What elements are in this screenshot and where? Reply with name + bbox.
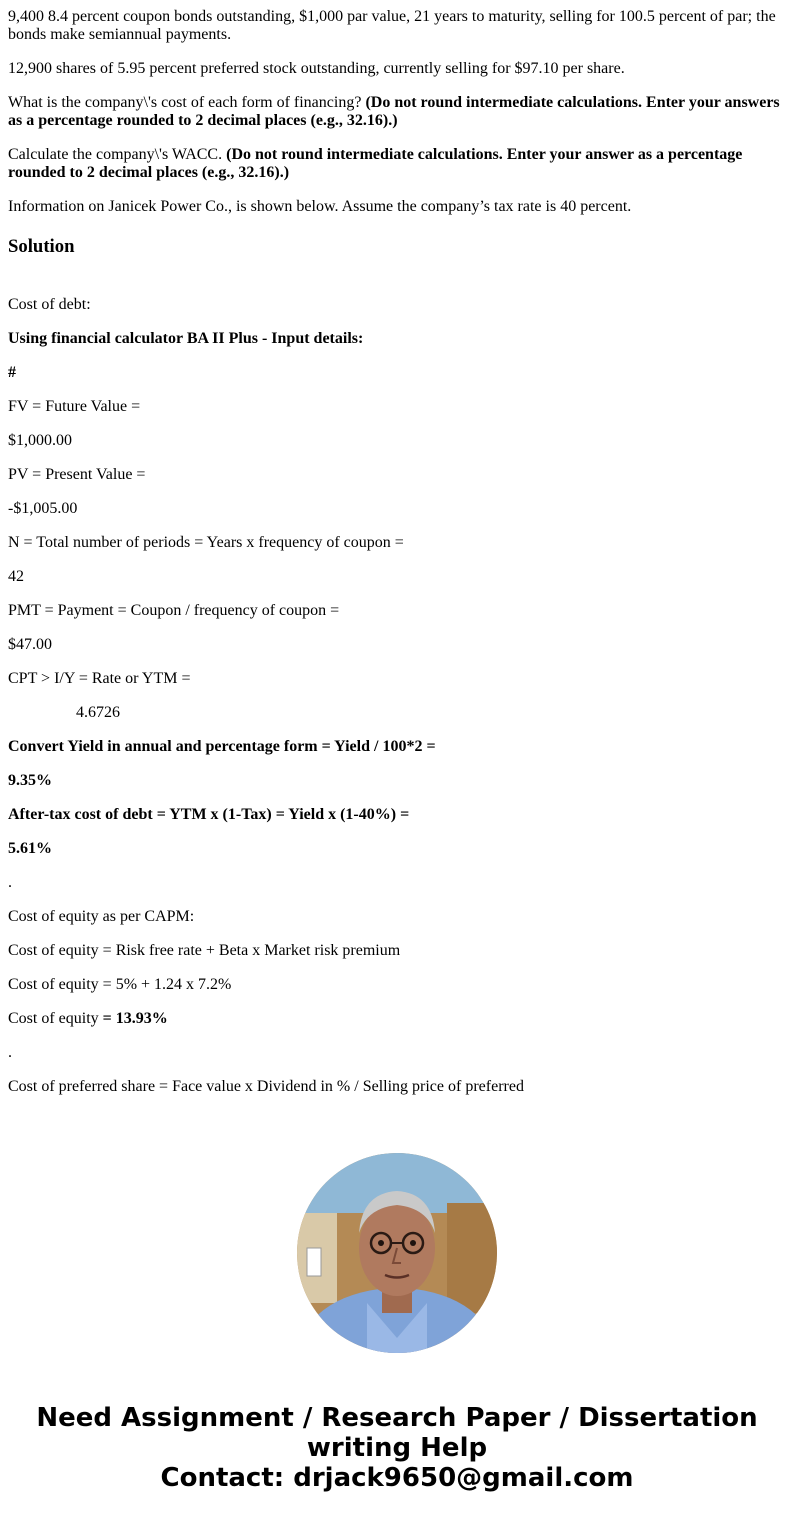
footer-email: Contact: drjack9650@gmail.com [160, 1463, 634, 1493]
solution-line: After-tax cost of debt = YTM x (1-Tax) = Yield x (1-40%) = [8, 806, 410, 823]
solution-line: # [8, 364, 16, 381]
footer-line: writing Help [306, 1433, 488, 1463]
solution-line: -$1,005.00 [8, 500, 78, 517]
solution-line: Using financial calculator BA II Plus - Input details: [8, 330, 364, 347]
solution-line-value: = 13.93% [102, 1010, 168, 1027]
solution-line: 9.35% [8, 772, 52, 789]
document-body [8, 8, 786, 1112]
solution-line-text: Cost of equity [8, 1010, 103, 1027]
solution-line: $47.00 [8, 636, 52, 653]
solution-heading: Solution [8, 236, 75, 257]
problem-preferred: 12,900 shares of 5.95 percent preferred stock outstanding, currently selling for $97.10 per share. [8, 60, 625, 77]
solution-line: Cost of equity = Risk free rate + Beta x Market risk premium [8, 942, 401, 959]
solution-line: . [8, 1044, 12, 1061]
solution-line: 4.6726 [76, 704, 120, 721]
question-instructions: (Do not round intermediate calculations. Enter your answers as a percentage rounded to 2 decimal places (e.g., 32.16).) [8, 94, 780, 129]
solution-line: Cost of equity as per CAPM: [8, 908, 195, 925]
solution-line: Cost of debt: [8, 296, 91, 313]
question-text: Calculate the company\'s WACC. [8, 146, 227, 163]
solution-line: Cost of equity = 5% + 1.24 x 7.2% [8, 976, 232, 993]
author-avatar [297, 1153, 497, 1353]
solution-line: CPT > I/Y = Rate or YTM = [8, 670, 191, 687]
spacer [8, 258, 786, 296]
solution-line: PV = Present Value = [8, 466, 146, 483]
solution-line [8, 1010, 786, 1028]
solution-line: PMT = Payment = Coupon / frequency of coupon = [8, 602, 340, 619]
solution-line: $1,000.00 [8, 432, 72, 449]
solution-line: FV = Future Value = [8, 398, 141, 415]
question-text: What is the company\'s cost of each form of financing? [8, 94, 366, 111]
solution-line: 42 [8, 568, 24, 585]
solution-line: Convert Yield in annual and percentage form = Yield / 100*2 = [8, 738, 436, 755]
question-instructions: (Do not round intermediate calculations. Enter your answer as a percentage rounded to 2 decimal places (e.g., 32.16).) [8, 146, 743, 181]
question-cost-of-financing [8, 94, 786, 130]
solution-line: N = Total number of periods = Years x frequency of coupon = [8, 534, 404, 551]
solution-line: . [8, 874, 12, 891]
footer-line: Need Assignment / Research Paper / Dissertation [36, 1403, 758, 1433]
footer-contact [0, 1403, 794, 1493]
solution-line: 5.61% [8, 840, 52, 857]
solution-line: Cost of preferred share = Face value x Dividend in % / Selling price of preferred [8, 1078, 524, 1095]
problem-bonds: 9,400 8.4 percent coupon bonds outstanding, $1,000 par value, 21 years to maturity, selling for 100.5 percent of par; the bonds make semiannual payments. [8, 8, 776, 43]
question-wacc [8, 146, 786, 182]
problem-info: Information on Janicek Power Co., is shown below. Assume the company’s tax rate is 40 percent. [8, 198, 632, 215]
